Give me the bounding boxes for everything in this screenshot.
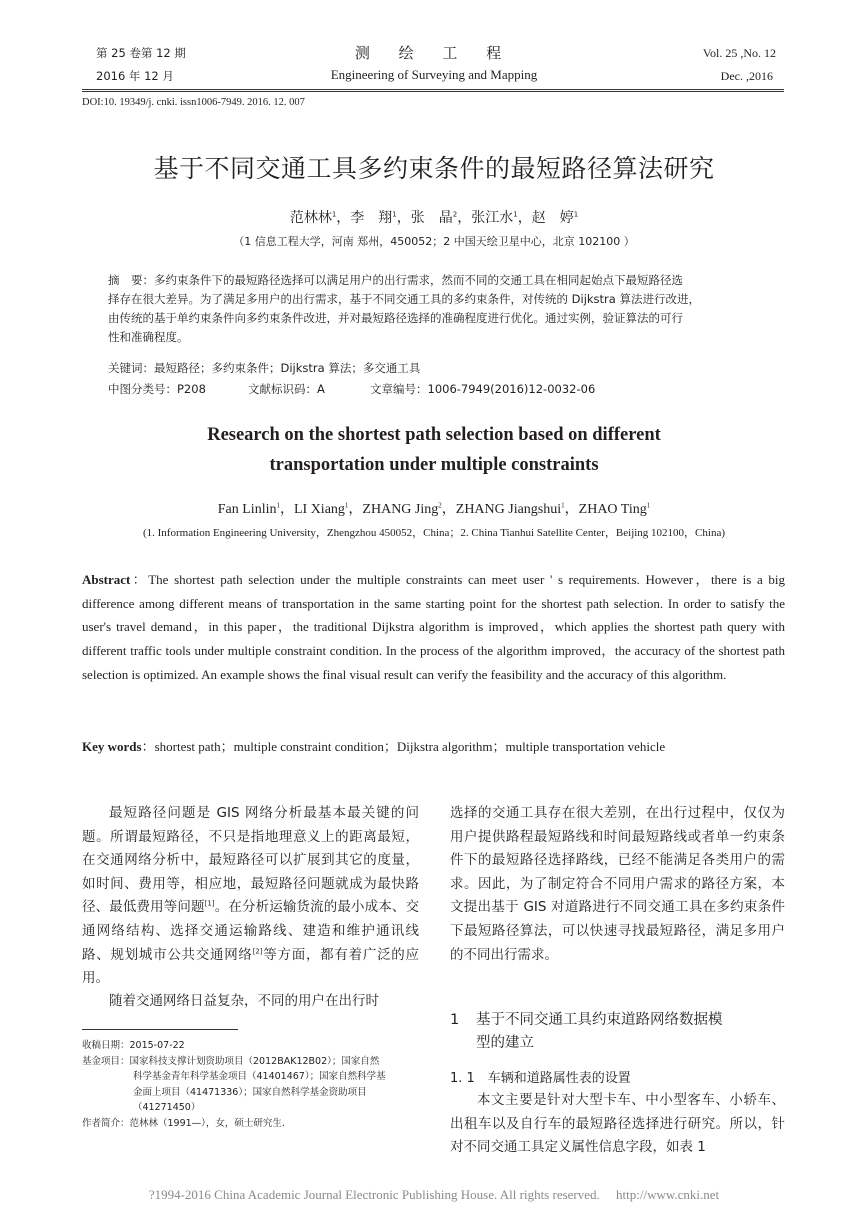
author-sep: ， [517,210,532,226]
author-sep: ， [441,502,456,517]
author-affil-sup: 1 [392,210,397,219]
section-heading [450,1009,785,1055]
author-name: 张江水 [471,210,514,226]
title-en-line: transportation under multiple constraints [269,455,599,475]
keywords-cn: 关键词：最短路径；多约束条件；Dijkstra 算法；多交通工具 [108,361,421,375]
class-number: 中图分类号：P208 [108,382,206,396]
fund-info [82,1054,422,1070]
author-sep: ， [457,210,472,226]
author-name: 范林林 [289,210,332,226]
paper-title-en [0,420,868,480]
body-text: 等方面，都有着广泛的应用。 [82,946,420,987]
author-bio: 作者简介：范林林（1991—），女，硕士研究生. [82,1117,285,1129]
affiliation-en: (1. Information Engineering University，Zhengzhou 450052，China；2. China Tianhui Satellite Center，Beijing 102100，China) [142,527,725,539]
author-affil-sup: 1 [331,210,337,219]
affiliation-cn: （1 信息工程大学，河南 郑州，450052；2 中国天绘卫星中心，北京 102100 ） [233,235,635,248]
section-title: 基于不同交通工具约束道路网络数据模 [476,1012,723,1028]
abstract-text: ：The shortest path selection under the multiple constraints can meet user ' s requirements. However，there is a big difference among different means of transportation in the same starting point for the shortest path selection. In order to satisfy the user's travel demand，in this paper，the traditional Dijkstra algorithm is improved，which applies the shortest path query with different traffic tools under multiple constraint condition. In the process of the algorithm improved，the accuracy of the shortest path selection is optimized. An example shows the final visual result can verify the feasibility and the accuracy of this algorithm. [82,572,785,682]
body-paragraph: 本文主要是针对大型卡车、中小型客车、小轿车、出租车以及自行车的最短路径选择进行研究。所以，针对不同交通工具定义属性信息字段，如表 1 [450,1092,785,1156]
author-affil-sup: 1 [344,501,349,510]
abstract-cn [108,271,762,347]
author-affil-sup: 1 [573,210,579,219]
author-affil-sup: 1 [561,501,565,510]
author-name: ZHANG Jing [362,502,439,517]
citation-ref: [2] [252,947,263,956]
abstract-en [82,568,785,687]
author-name: 赵 婷 [531,210,574,226]
author-sep: ， [348,502,363,517]
paper-title-cn: 基于不同交通工具多约束条件的最短路径算法研究 [153,154,715,183]
author-name: Fan Linlin [217,502,277,517]
section-title: 型的建立 [476,1035,534,1051]
journal-title-cn: 测 绘 工 程 [354,44,514,62]
abstract-cn-line: 性和准确程度。 [108,330,189,344]
authors-cn [0,208,868,228]
article-number: 文章编号：1006-7949(2016)12-0032-06 [370,382,596,396]
subsection-heading: 1. 1 车辆和道路属性表的设置 [450,1071,631,1086]
abstract-label: Abstract [82,572,131,587]
copyright-notice: ?1994-2016 China Academic Journal Electronic Publishing House. All rights reserved. http://www.cnki.net [148,1187,720,1202]
doi: DOI:10. 19349/j. cnki. issn1006-7949. 2016. 12. 007 [82,97,305,108]
abstract-cn-line: 由传统的基于单约束条件向多约束条件改进，并对最短路径选择的准确程度进行优化。通过实例，验证算法的可行 [108,311,683,325]
keywords-text: ：shortest path；multiple constraint condition；Dijkstra algorithm；multiple transportation vehicle [141,739,666,754]
author-sep: ， [564,502,579,517]
author-name: 张 晶 [410,210,453,226]
author-affil-sup: 1 [646,501,651,510]
body-paragraph: 随着交通网络日益复杂，不同的用户在出行时 [109,993,379,1009]
footnotes [82,1038,422,1131]
author-affil-sup: 1 [276,501,280,510]
author-affil-sup: 1 [513,210,518,219]
volume-issue-cn: 第 25 卷第 12 期 [96,46,186,60]
volume-issue-en: Vol. 25 ,No. 12 [702,46,776,60]
date-en: Dec. ,2016 [720,69,773,83]
header-rule-2 [82,91,784,92]
author-sep: ， [279,502,294,517]
author-name: ZHANG Jiangshui [455,502,562,517]
author-name: LI Xiang [293,502,345,517]
keywords-en [82,735,785,759]
fund-line: 科学基金青年科学基金项目（41401467）；国家自然科学基 [133,1071,386,1082]
fund-label: 基金项目： [82,1055,130,1067]
citation-ref: [1] [204,899,215,908]
author-name: ZHAO Ting [578,502,647,517]
abstract-cn-line: 摘 要：多约束条件下的最短路径选择可以满足用户的出行需求，然而不同的交通工具在相同起始点下最短路径选 [108,273,683,287]
keywords-label: Key words [82,739,142,754]
fund-line: 金面上项目（41471336）；国家自然科学基金资助项目 [133,1086,367,1098]
author-name: 李 翔 [350,210,393,226]
fund-line: （41271450） [133,1102,201,1113]
authors-en [0,500,868,520]
body-paragraph: 选择的交通工具存在很大差别，在出行过程中，仅仅为用户提供路程最短路线和时间最短路线或者单一约束条件下的最短路径选择路线，已经不能满足各类用户的需求。因此，为了制定符合不同用户需求的路径方案，本文提出基于 GIS 对道路进行不同交通工具在多约束条件下最短路径算法，可以快速寻找最短路径，满足多用户的不同出行需求。 [450,805,785,963]
abstract-cn-line: 择存在很大差异。为了满足多用户的出行需求，基于不同交通工具的多约束条件，对传统的 Dijkstra 算法进行改进， [108,292,700,306]
author-sep: ， [336,210,351,226]
title-en-line: Research on the shortest path selection based on different [207,425,661,445]
classification-line [108,380,762,399]
received-date: 收稿日期：2015-07-22 [82,1040,185,1051]
author-affil-sup: 2 [452,210,458,219]
author-affil-sup: 2 [438,501,442,510]
section-number: 1 [450,1012,460,1028]
footnote-rule [82,1029,238,1030]
body-text: 。在分析运输货流的最小成本、交通网络结构、选择交通运输路线、建造和维护通讯线路、规划城市公共交通网络 [82,899,420,963]
fund-line: 国家科技支撑计划资助项目（2012BAK12B02）；国家自然 [129,1055,380,1067]
author-sep: ， [396,210,411,226]
doc-code: 文献标识码：A [248,382,325,396]
body-paragraph [82,802,419,991]
journal-title-en: Engineering of Surveying and Mapping [330,67,538,82]
header-rule [82,89,784,90]
body-text: 最短路径问题是 GIS 网络分析最基本最关键的问题。所谓最短路径，不只是指地理意义上的距离最短，在交通网络分析中，最短路径可以扩展到其它的度量，如时间、费用等，相应地，最短路径问题就成为最快路径、最低费用等问题 [82,805,419,916]
date-cn: 2016 年 12 月 [96,69,174,83]
